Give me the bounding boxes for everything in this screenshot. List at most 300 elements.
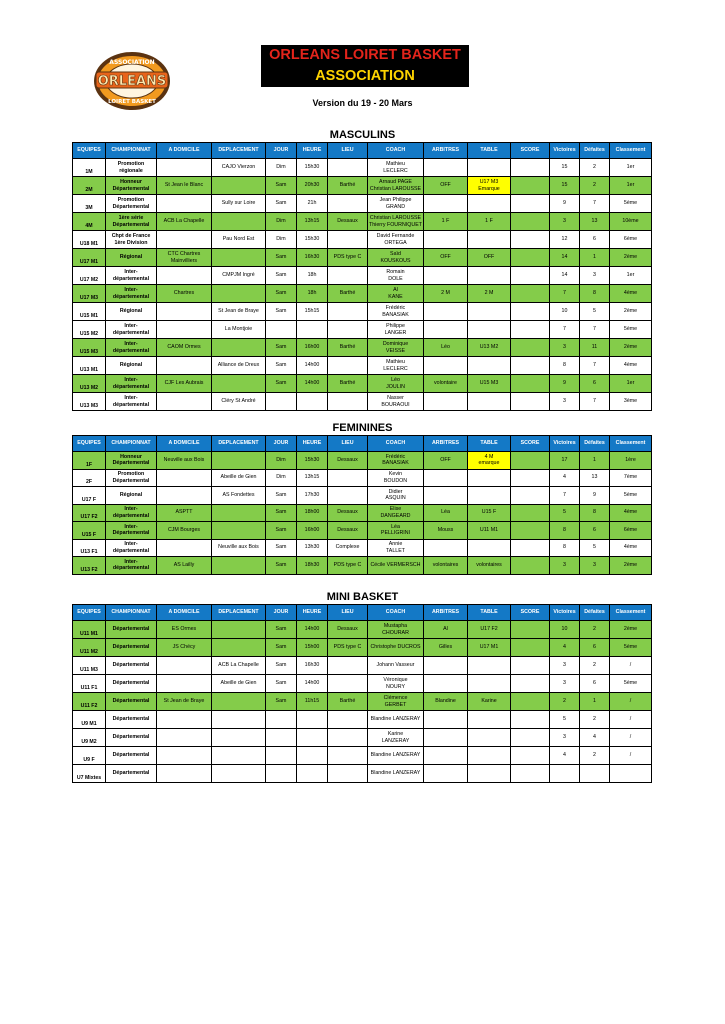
table-cell: 13h15 xyxy=(297,469,328,487)
table-cell: Sam xyxy=(266,375,297,393)
table-cell: Dessaux xyxy=(328,621,368,639)
table-row xyxy=(73,195,652,213)
table-cell: Sam xyxy=(266,303,297,321)
table-cell: 11 xyxy=(580,339,610,357)
table-cell xyxy=(468,321,511,339)
table-cell: 15h30 xyxy=(297,159,328,177)
table-cell: 2ème xyxy=(610,557,652,575)
table-row xyxy=(73,621,652,639)
table-cell xyxy=(297,765,328,783)
table-cell xyxy=(468,765,511,783)
table-cell xyxy=(157,539,212,557)
table-cell: 4 M emarque xyxy=(468,452,511,470)
table-cell: Départemental xyxy=(106,711,157,729)
table-cell: Neuville aux Bois xyxy=(157,452,212,470)
table-cell: U11 M1 xyxy=(468,522,511,540)
table-cell xyxy=(468,657,511,675)
table-cell xyxy=(297,729,328,747)
column-header: HEURE xyxy=(297,436,328,452)
table-cell: Barthé xyxy=(328,177,368,195)
table-cell: 3 xyxy=(550,557,580,575)
table-cell: Sam xyxy=(266,639,297,657)
table-row xyxy=(73,452,652,470)
table-cell: U15 M2 xyxy=(73,321,106,339)
table-cell xyxy=(424,321,468,339)
table-cell xyxy=(328,321,368,339)
table-cell: U18 M1 xyxy=(73,231,106,249)
column-header: HEURE xyxy=(297,143,328,159)
column-header: LIEU xyxy=(328,605,368,621)
table-cell: ACB La Chapelle xyxy=(212,657,266,675)
column-header: COACH xyxy=(368,436,424,452)
table-cell: St Jean de Braye xyxy=(212,303,266,321)
table-cell xyxy=(424,267,468,285)
column-header: TABLE xyxy=(468,143,511,159)
table-cell xyxy=(157,765,212,783)
table-cell: 7 xyxy=(580,321,610,339)
column-header: LIEU xyxy=(328,436,368,452)
table-cell: 1er xyxy=(610,177,652,195)
table-cell: Al KANE xyxy=(368,285,424,303)
table-cell: 15h15 xyxy=(297,303,328,321)
table-cell: U17 M1 xyxy=(468,639,511,657)
table-cell: Léa PELLIGRINI xyxy=(368,522,424,540)
table-cell: 1er xyxy=(610,375,652,393)
table-cell: U17 F xyxy=(73,487,106,505)
table-cell: 14 xyxy=(550,249,580,267)
table-cell: 6 xyxy=(580,375,610,393)
table-cell: U17 M3 Emarque xyxy=(468,177,511,195)
table-cell: 4M xyxy=(73,213,106,231)
column-header: ARBITRES xyxy=(424,605,468,621)
table-cell: 4 xyxy=(550,469,580,487)
table-cell xyxy=(157,657,212,675)
table-cell xyxy=(511,213,550,231)
table-cell xyxy=(424,675,468,693)
table-cell xyxy=(468,729,511,747)
table-cell: 2 xyxy=(580,159,610,177)
table-cell: 8 xyxy=(580,504,610,522)
table-cell: Dominique VEISSE xyxy=(368,339,424,357)
table-cell: 4ème xyxy=(610,504,652,522)
table-cell: 13 xyxy=(580,469,610,487)
table-cell: 9 xyxy=(550,195,580,213)
table-cell: Honneur Départemental xyxy=(106,452,157,470)
table-cell: 2 xyxy=(580,657,610,675)
table-cell xyxy=(157,267,212,285)
table-cell: Kevin BOUDON xyxy=(368,469,424,487)
table-cell: / xyxy=(610,657,652,675)
table-row xyxy=(73,765,652,783)
table-cell xyxy=(511,522,550,540)
table-cell xyxy=(157,303,212,321)
section-title-mini-basket: MINI BASKET xyxy=(326,591,399,603)
table-cell xyxy=(468,159,511,177)
table-cell: Léo xyxy=(424,339,468,357)
table-cell xyxy=(511,675,550,693)
table-cell: Sam xyxy=(266,177,297,195)
table-cell: David Fernande ORTEGA xyxy=(368,231,424,249)
table-cell: St Jean le Blanc xyxy=(157,177,212,195)
table-cell xyxy=(468,675,511,693)
table-cell: Sam xyxy=(266,249,297,267)
column-header: LIEU xyxy=(328,143,368,159)
table-cell: OFF xyxy=(424,177,468,195)
table-cell: Dim xyxy=(266,159,297,177)
table-cell: 5 xyxy=(550,504,580,522)
svg-text:ORLEANS: ORLEANS xyxy=(97,74,167,89)
table-cell: 18h30 xyxy=(297,557,328,575)
table-cell xyxy=(266,729,297,747)
table-cell: 7 xyxy=(550,487,580,505)
table-cell: 2 M xyxy=(424,285,468,303)
table-cell: U17 F2 xyxy=(468,621,511,639)
column-header: Classement xyxy=(610,143,652,159)
table-cell: Départemental xyxy=(106,621,157,639)
table-cell xyxy=(328,711,368,729)
table-cell: Dim xyxy=(266,213,297,231)
table-cell xyxy=(511,231,550,249)
table-cell: 7 xyxy=(550,285,580,303)
table-cell: Dessaux xyxy=(328,504,368,522)
table-cell: Mathieu LECLERC xyxy=(368,357,424,375)
table-cell xyxy=(511,557,550,575)
table-cell xyxy=(511,621,550,639)
table-cell: OFF xyxy=(424,249,468,267)
table-cell: Sam xyxy=(266,557,297,575)
column-header: CHAMPIONNAT xyxy=(106,143,157,159)
table-cell: Blandine LANZERAY xyxy=(368,765,424,783)
table-cell xyxy=(468,357,511,375)
masculins-table xyxy=(72,142,652,411)
table-cell xyxy=(157,747,212,765)
table-cell: Inter- Départemental xyxy=(106,522,157,540)
table-cell: Sully sur Loire xyxy=(212,195,266,213)
table-cell xyxy=(328,231,368,249)
table-cell: 15 xyxy=(550,159,580,177)
table-cell: Sam xyxy=(266,539,297,557)
table-cell xyxy=(511,285,550,303)
table-cell: U15 M3 xyxy=(468,375,511,393)
table-cell: 6 xyxy=(580,675,610,693)
table-cell: 15h30 xyxy=(297,231,328,249)
table-cell: 16h30 xyxy=(297,249,328,267)
table-cell: 1 xyxy=(580,693,610,711)
table-cell: Chpt de France 1ère Division xyxy=(106,231,157,249)
table-cell xyxy=(212,375,266,393)
table-cell xyxy=(266,321,297,339)
table-cell: Frédéric BANASIAK xyxy=(368,452,424,470)
table-cell: volontaires xyxy=(424,557,468,575)
table-cell: U13 M1 xyxy=(73,357,106,375)
table-cell: St Jean de Braye xyxy=(157,693,212,711)
table-cell: Pau Nord Est xyxy=(212,231,266,249)
table-cell xyxy=(328,729,368,747)
column-header: Victoires xyxy=(550,605,580,621)
table-cell: 16h30 xyxy=(297,657,328,675)
table-cell xyxy=(328,675,368,693)
table-cell xyxy=(157,469,212,487)
table-cell: Barthé xyxy=(328,693,368,711)
table-cell: 13 xyxy=(580,213,610,231)
table-cell: 5ème xyxy=(610,639,652,657)
table-cell xyxy=(157,159,212,177)
table-cell: 2 xyxy=(580,711,610,729)
table-cell: 1F xyxy=(73,452,106,470)
column-header: COACH xyxy=(368,143,424,159)
table-cell: Romain DOLE xyxy=(368,267,424,285)
table-cell: PDS type C xyxy=(328,639,368,657)
table-cell xyxy=(424,729,468,747)
table-cell xyxy=(511,321,550,339)
table-cell xyxy=(511,177,550,195)
table-cell: Départemental xyxy=(106,693,157,711)
table-cell: 10ème xyxy=(610,213,652,231)
table-row xyxy=(73,675,652,693)
table-cell xyxy=(328,469,368,487)
table-cell: 12 xyxy=(550,231,580,249)
table-cell: Dim xyxy=(266,231,297,249)
table-cell xyxy=(212,557,266,575)
table-cell: 7 xyxy=(550,321,580,339)
table-cell: 2ème xyxy=(610,303,652,321)
table-cell xyxy=(511,747,550,765)
table-cell: 9 xyxy=(550,375,580,393)
table-cell: Promotion Départemental xyxy=(106,195,157,213)
table-cell: 3 xyxy=(550,213,580,231)
column-header: EQUIPES xyxy=(73,436,106,452)
table-cell: U13 M3 xyxy=(73,393,106,411)
table-cell: 1M xyxy=(73,159,106,177)
table-cell: 1 xyxy=(580,249,610,267)
title-line-1: ORLEANS LOIRET BASKET xyxy=(269,47,461,63)
table-cell: 14h00 xyxy=(297,621,328,639)
table-cell xyxy=(511,159,550,177)
table-cell: Départemental xyxy=(106,675,157,693)
table-cell: 2 xyxy=(580,177,610,195)
table-cell: 2F xyxy=(73,469,106,487)
table-cell: 7ème xyxy=(610,469,652,487)
table-cell: ES Ormes xyxy=(157,621,212,639)
table-cell: 2M xyxy=(73,177,106,195)
table-cell xyxy=(212,213,266,231)
table-cell xyxy=(266,711,297,729)
table-cell xyxy=(157,231,212,249)
table-cell xyxy=(266,765,297,783)
table-cell: Christian LAROUSSE Thierry FOURNIQUET xyxy=(368,213,424,231)
table-cell: 13h15 xyxy=(297,213,328,231)
column-header: CHAMPIONNAT xyxy=(106,605,157,621)
table-cell: 11h15 xyxy=(297,693,328,711)
table-row xyxy=(73,504,652,522)
table-row xyxy=(73,639,652,657)
svg-text:ASSOCIATION: ASSOCIATION xyxy=(109,59,155,66)
table-cell: 20h30 xyxy=(297,177,328,195)
table-cell: Promotion régionale xyxy=(106,159,157,177)
table-cell xyxy=(511,693,550,711)
table-cell: 1ère xyxy=(610,452,652,470)
table-cell xyxy=(511,339,550,357)
table-cell: Sam xyxy=(266,657,297,675)
table-cell: 3 xyxy=(550,675,580,693)
table-cell xyxy=(212,729,266,747)
table-cell: 6 xyxy=(580,231,610,249)
column-header: Défaites xyxy=(580,605,610,621)
table-cell xyxy=(424,711,468,729)
table-cell: 1 F xyxy=(468,213,511,231)
table-cell: 9 xyxy=(580,487,610,505)
table-cell: 18h00 xyxy=(297,504,328,522)
table-cell xyxy=(511,469,550,487)
table-cell: PDS type C xyxy=(328,557,368,575)
table-cell: Clémence GERBET xyxy=(368,693,424,711)
table-cell xyxy=(212,339,266,357)
svg-text:LOIRET BASKET: LOIRET BASKET xyxy=(108,99,156,105)
table-cell xyxy=(468,469,511,487)
table-cell xyxy=(157,711,212,729)
column-header: ARBITRES xyxy=(424,436,468,452)
table-cell: 4 xyxy=(580,729,610,747)
table-cell: Arnaud PAGE Christian LAROUSSE xyxy=(368,177,424,195)
table-cell: Frédéric BANASIAK xyxy=(368,303,424,321)
column-header: DEPLACEMENT xyxy=(212,605,266,621)
table-cell: 1er xyxy=(610,267,652,285)
table-cell: U11 F1 xyxy=(73,675,106,693)
table-cell: 13h30 xyxy=(297,539,328,557)
table-cell: 3 xyxy=(580,267,610,285)
table-cell xyxy=(328,267,368,285)
table-cell: Sam xyxy=(266,693,297,711)
table-cell: PDS type C xyxy=(328,249,368,267)
table-row xyxy=(73,321,652,339)
table-cell: 10 xyxy=(550,621,580,639)
table-cell xyxy=(157,675,212,693)
table-header-row xyxy=(73,143,652,159)
table-cell: Régional xyxy=(106,487,157,505)
table-cell: 15h30 xyxy=(297,452,328,470)
table-cell xyxy=(297,747,328,765)
table-cell: 5ème xyxy=(610,675,652,693)
table-cell xyxy=(580,765,610,783)
table-cell: CAJO Vierzon xyxy=(212,159,266,177)
table-cell: 2 xyxy=(580,621,610,639)
table-cell xyxy=(468,711,511,729)
table-cell: U9 F xyxy=(73,747,106,765)
table-cell: U13 M2 xyxy=(468,339,511,357)
table-cell: 2ème xyxy=(610,621,652,639)
table-row xyxy=(73,267,652,285)
table-cell: Blandine xyxy=(424,693,468,711)
table-cell: 16h00 xyxy=(297,339,328,357)
table-cell: Barthé xyxy=(328,339,368,357)
table-cell xyxy=(511,504,550,522)
table-row xyxy=(73,747,652,765)
table-cell xyxy=(511,711,550,729)
table-cell: 3 xyxy=(580,557,610,575)
table-cell xyxy=(424,487,468,505)
table-cell: 1er xyxy=(610,159,652,177)
column-header: A DOMICILE xyxy=(157,143,212,159)
table-cell xyxy=(212,747,266,765)
table-row xyxy=(73,657,652,675)
table-cell xyxy=(157,195,212,213)
table-cell: Dessaux xyxy=(328,522,368,540)
column-header: TABLE xyxy=(468,436,511,452)
table-cell xyxy=(328,747,368,765)
column-header: EQUIPES xyxy=(73,143,106,159)
table-cell: 6ème xyxy=(610,522,652,540)
table-cell: 18h xyxy=(297,267,328,285)
table-header-row xyxy=(73,605,652,621)
table-cell xyxy=(424,159,468,177)
column-header: JOUR xyxy=(266,143,297,159)
table-cell: Nasser BOURAOUI xyxy=(368,393,424,411)
table-header-row xyxy=(73,436,652,452)
table-cell: 5ème xyxy=(610,195,652,213)
table-cell xyxy=(424,747,468,765)
table-cell: Sam xyxy=(266,339,297,357)
table-cell: Mustapha CHOURAR xyxy=(368,621,424,639)
table-cell xyxy=(157,487,212,505)
table-cell xyxy=(212,285,266,303)
table-cell xyxy=(511,303,550,321)
column-header: SCORE xyxy=(511,605,550,621)
table-cell: Saïd KOUSKOUS xyxy=(368,249,424,267)
table-cell xyxy=(424,393,468,411)
table-cell xyxy=(511,452,550,470)
table-cell: / xyxy=(610,693,652,711)
table-cell xyxy=(212,249,266,267)
table-cell: Inter- départemental xyxy=(106,267,157,285)
table-cell: U15 F xyxy=(468,504,511,522)
table-cell: Inter- départemental xyxy=(106,393,157,411)
table-cell: Sam xyxy=(266,522,297,540)
table-cell: U17 F2 xyxy=(73,504,106,522)
table-cell: 3 xyxy=(550,339,580,357)
table-cell: 2 M xyxy=(468,285,511,303)
table-cell xyxy=(468,487,511,505)
table-cell: 16h00 xyxy=(297,522,328,540)
table-row xyxy=(73,231,652,249)
table-cell: Mouss xyxy=(424,522,468,540)
table-cell: CAOM Ormes xyxy=(157,339,212,357)
table-cell: 8 xyxy=(550,357,580,375)
table-cell xyxy=(511,639,550,657)
table-cell: Dim xyxy=(266,469,297,487)
table-cell xyxy=(424,657,468,675)
table-cell xyxy=(511,487,550,505)
table-cell: Christophe DUCROS xyxy=(368,639,424,657)
table-row xyxy=(73,159,652,177)
table-cell: 17 xyxy=(550,452,580,470)
table-cell xyxy=(157,321,212,339)
table-cell: OFF xyxy=(424,452,468,470)
table-cell: La Montjoie xyxy=(212,321,266,339)
table-cell: Philippe LANGER xyxy=(368,321,424,339)
table-cell: 1 F xyxy=(424,213,468,231)
table-cell: OFF xyxy=(468,249,511,267)
column-header: TABLE xyxy=(468,605,511,621)
table-cell: 5 xyxy=(580,303,610,321)
table-cell xyxy=(468,195,511,213)
table-cell: Inter- départemental xyxy=(106,557,157,575)
table-cell: U11 M3 xyxy=(73,657,106,675)
table-cell: Inter- départemental xyxy=(106,539,157,557)
table-cell: ACB La Chapelle xyxy=(157,213,212,231)
table-cell: U17 M1 xyxy=(73,249,106,267)
section-title-masculins: MASCULINS xyxy=(329,129,396,141)
table-cell: Barthé xyxy=(328,375,368,393)
